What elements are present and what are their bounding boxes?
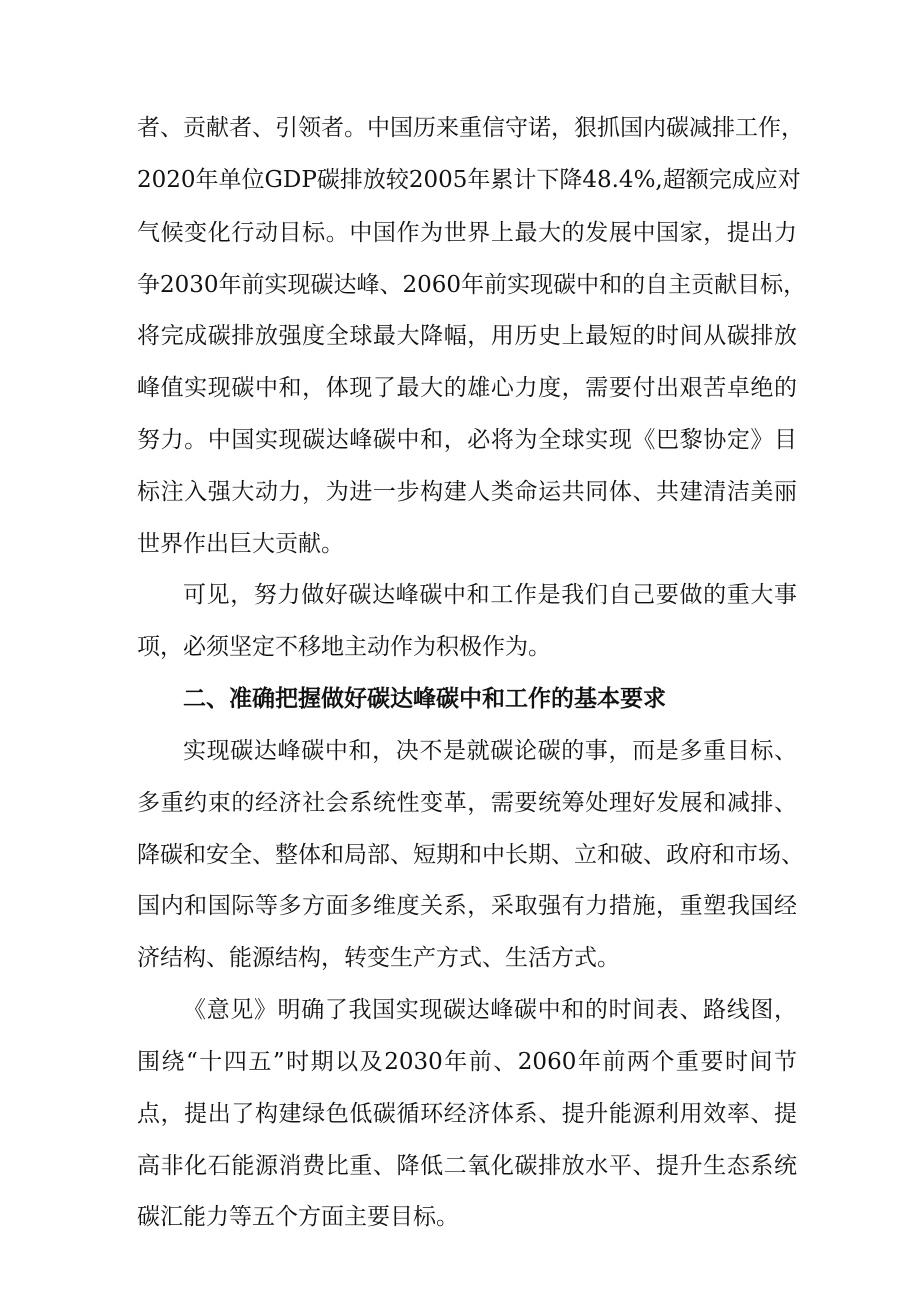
body-line-3: 气候变化行动目标。中国作为世界上最大的发展中国家，提出力 <box>137 220 797 246</box>
body-line-6: 峰值实现碳中和，体现了最大的雄心力度，需要付出艰苦卓绝的 <box>137 375 797 401</box>
body-line-13: 实现碳达峰碳中和，决不是就碳论碳的事，而是多重目标、 <box>183 738 797 764</box>
body-line-18: 《意见》明确了我国实现碳达峰碳中和的时间表、路线图， <box>183 997 797 1023</box>
body-line-20: 点，提出了构建绿色低碳循环经济体系、提升能源利用效率、提 <box>137 1101 797 1127</box>
body-line-16: 国内和国际等多方面多维度关系，采取强有力措施，重塑我国经 <box>137 893 797 919</box>
body-line-17: 济结构、能源结构，转变生产方式、生活方式。 <box>137 945 620 971</box>
body-line-8: 标注入强大动力，为进一步构建人类命运共同体、共建清洁美丽 <box>137 479 797 505</box>
body-line-9: 世界作出巨大贡献。 <box>137 531 344 557</box>
body-line-4: 争2030年前实现碳达峰、2060年前实现碳中和的自主贡献目标， <box>137 272 807 298</box>
body-line-19: 围绕“十四五”时期以及2030年前、2060年前两个重要时间节 <box>137 1049 797 1075</box>
body-line-10: 可见，努力做好碳达峰碳中和工作是我们自己要做的重大事 <box>183 582 797 608</box>
body-line-1: 者、贡献者、引领者。中国历来重信守诺，狠抓国内碳减排工作， <box>137 115 804 141</box>
body-line-5: 将完成碳排放强度全球最大降幅，用历史上最短的时间从碳排放 <box>137 323 797 349</box>
section-heading: 二、准确把握做好碳达峰碳中和工作的基本要求 <box>183 686 666 712</box>
body-line-15: 降碳和安全、整体和局部、短期和中长期、立和破、政府和市场、 <box>137 842 804 868</box>
body-line-22: 碳汇能力等五个方面主要目标。 <box>137 1204 459 1230</box>
body-line-2: 2020年单位GDP碳排放较2005年累计下降48.4%,超额完成应对 <box>137 167 801 193</box>
body-line-21: 高非化石能源消费比重、降低二氧化碳排放水平、提升生态系统 <box>137 1153 797 1179</box>
body-line-14: 多重约束的经济社会系统性变革，需要统筹处理好发展和减排、 <box>137 790 797 816</box>
body-line-11: 项，必须坚定不移地主动作为积极作为。 <box>137 634 551 660</box>
body-line-7: 努力。中国实现碳达峰碳中和，必将为全球实现《巴黎协定》目 <box>137 427 797 453</box>
